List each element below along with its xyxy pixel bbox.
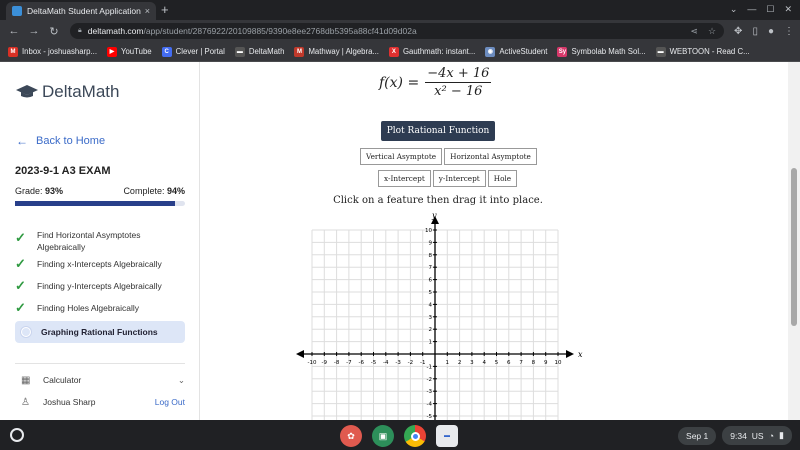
y-tick-label: -1: [426, 364, 432, 371]
y-tick-label: 3: [428, 314, 432, 321]
grade-value: 93%: [45, 186, 64, 196]
coordinate-graph[interactable]: [298, 210, 588, 420]
fraction: [425, 66, 491, 99]
window-controls: [730, 4, 792, 15]
bookmark-label: Inbox - joshuasharp...: [22, 47, 97, 56]
new-tab-button[interactable]: +: [161, 2, 169, 17]
progress-fill: [15, 201, 175, 206]
bookmark-label: Gauthmath: instant...: [402, 47, 476, 56]
denominator: x² − 16: [434, 84, 483, 99]
calculator-label: Calculator: [43, 375, 82, 385]
calculator-toggle[interactable]: [15, 369, 185, 391]
exam-title: 2023-9-1 A3 EXAM: [15, 165, 111, 177]
scrollbar-thumb[interactable]: [791, 168, 797, 326]
grade-summary: [15, 186, 185, 196]
x-tick-label: 7: [519, 360, 523, 366]
y-tick-label: -3: [426, 389, 432, 396]
star-icon[interactable]: ☆: [707, 25, 717, 36]
symbolab-icon: Sy: [558, 48, 567, 55]
x-tick-label: 4: [482, 360, 486, 366]
menu-icon[interactable]: ⋮: [784, 25, 794, 37]
bookmark-item[interactable]: [485, 47, 547, 57]
check-icon: ✓: [15, 278, 26, 293]
task-item[interactable]: [15, 321, 185, 343]
browser-tab-bar: [0, 0, 800, 20]
feature-chip[interactable]: y-Intercept: [433, 170, 486, 187]
url-path: /app/student/2876922/20109885/9390e8ee2768db5395a88cf41d09d02a: [143, 26, 417, 36]
bookmark-item[interactable]: [294, 47, 379, 57]
y-tick-label: 10: [425, 228, 432, 234]
feature-chip[interactable]: Horizontal Asymptote: [444, 148, 537, 165]
x-axis-arrow-right: [566, 350, 574, 358]
y-tick-label: 6: [428, 277, 432, 284]
logout-link[interactable]: Log Out: [154, 397, 185, 407]
back-label: Back to Home: [36, 135, 106, 147]
check-icon: ✓: [15, 256, 26, 271]
webtoon-icon: ▬: [657, 48, 664, 55]
feature-chips-row-1: [360, 148, 539, 165]
minimize-icon[interactable]: —: [747, 4, 757, 14]
y-axis-label: y: [432, 211, 437, 220]
function-lhs: f(x) =: [379, 74, 420, 91]
gauthmath-icon: X: [389, 47, 399, 57]
browser-toolbar: [0, 20, 800, 42]
y-tick-label: 5: [428, 290, 432, 296]
x-tick-label: 3: [470, 360, 474, 366]
y-tick-label: -5: [426, 414, 432, 420]
x-tick-label: -4: [383, 360, 389, 366]
x-tick-label: -2: [407, 360, 414, 366]
grade-label: Grade:: [15, 186, 43, 196]
chevron-down-icon[interactable]: ⌄: [729, 4, 738, 14]
bookmark-item[interactable]: [107, 47, 152, 57]
numerator: −4x + 16: [427, 66, 490, 81]
x-tick-label: -7: [346, 360, 352, 366]
lock-icon[interactable]: 🔒︎: [78, 27, 82, 34]
y-tick-label: -2: [426, 376, 432, 383]
check-icon: ✓: [15, 230, 26, 245]
x-tick-label: 5: [494, 360, 499, 366]
bookmark-item[interactable]: [8, 47, 97, 57]
task-label: Finding y-Intercepts Algebraically: [37, 281, 162, 291]
feature-chips-row-2: [378, 170, 519, 187]
screencastify-icon[interactable]: ✿: [340, 425, 362, 447]
in-progress-circle-icon: [21, 327, 31, 337]
deltamath-app-icon[interactable]: ▬: [436, 425, 458, 447]
x-tick-label: 8: [531, 360, 536, 366]
page: [0, 62, 800, 420]
tab-title: DeltaMath Student Application: [27, 6, 141, 16]
side-panel-icon[interactable]: ▯: [752, 25, 758, 37]
task-list: [15, 229, 185, 343]
x-axis-arrow-left: [296, 350, 304, 358]
pinned-apps: [340, 425, 458, 447]
complete-label: Complete:: [123, 186, 165, 196]
x-tick-label: 9: [543, 360, 548, 366]
sidebar-bottom: [15, 363, 185, 413]
completion-progress-bar: [15, 201, 185, 206]
sidebar: [0, 62, 200, 420]
chrome-icon[interactable]: [404, 425, 426, 447]
x-tick-label: -5: [370, 360, 377, 366]
profile-icon[interactable]: ●: [767, 25, 774, 37]
y-tick-label: 9: [428, 240, 432, 247]
complete-value: 94%: [166, 186, 185, 196]
youtube-icon: ▶: [107, 47, 117, 57]
plot-rational-function-button[interactable]: Plot Rational Function: [381, 121, 495, 141]
bookmark-item[interactable]: [235, 47, 285, 57]
browser-tab[interactable]: [6, 2, 156, 20]
deltamath-icon: ▬: [236, 48, 243, 55]
x-tick-label: 2: [457, 360, 462, 366]
status-area[interactable]: [722, 426, 792, 445]
user-row: [15, 391, 185, 413]
x-tick-label: 6: [507, 360, 511, 366]
gmail-icon: M: [8, 47, 18, 57]
x-tick-label: -8: [333, 360, 340, 366]
task-item[interactable]: [15, 275, 185, 297]
wifi-icon: ◔: [768, 430, 775, 441]
deltamath-favicon-icon: [12, 6, 22, 16]
bookmarks-bar: [0, 42, 800, 62]
os-shelf: [0, 420, 800, 450]
y-tick-label: 8: [428, 252, 432, 259]
extensions-icon[interactable]: ✥: [734, 25, 743, 37]
calculator-icon: ▦: [21, 374, 31, 386]
bookmark-item[interactable]: [389, 47, 475, 57]
x-tick-label: -6: [358, 360, 364, 366]
bookmark-label: YouTube: [120, 47, 152, 56]
function-formula: [379, 66, 491, 99]
bookmark-item[interactable]: [557, 47, 645, 57]
reload-icon[interactable]: ↻: [49, 25, 59, 38]
task-label: Finding x-Intercepts Algebraically: [37, 259, 162, 269]
task-item[interactable]: [15, 253, 185, 275]
x-tick-label: -1: [419, 360, 426, 366]
launcher-icon[interactable]: [10, 428, 24, 442]
task-label: Find Horizontal Asymptotes Algebraically: [37, 230, 141, 252]
close-tab-icon[interactable]: ×: [144, 6, 150, 16]
feature-chip[interactable]: Vertical Asymptote: [360, 148, 442, 165]
url-host: deltamath.com: [87, 26, 144, 36]
bookmark-label: Mathway | Algebra...: [308, 47, 379, 56]
battery-icon: ▮: [779, 430, 784, 440]
y-tick-label: -4: [426, 401, 432, 408]
x-tick-label: -3: [395, 360, 401, 366]
arrow-left-icon: ←: [16, 134, 28, 148]
back-to-home-link[interactable]: [16, 134, 105, 148]
deltamath-logo[interactable]: [16, 82, 119, 102]
instruction-text: Click on a feature then drag it into place.: [333, 195, 543, 206]
user-icon: ♙: [21, 396, 30, 408]
mathway-icon: M: [294, 47, 304, 57]
task-item[interactable]: [15, 229, 185, 253]
classroom-icon[interactable]: ▣: [372, 425, 394, 447]
bookmark-label: Symbolab Math Sol...: [571, 47, 646, 56]
logo-text: DeltaMath: [42, 82, 120, 101]
activestudent-icon: ◉: [485, 47, 495, 57]
back-arrow-icon[interactable]: ←: [8, 25, 20, 37]
page-scrollbar[interactable]: [788, 62, 800, 420]
x-tick-label: -10: [307, 360, 317, 366]
system-tray: [678, 426, 792, 445]
user-name: Joshua Sharp: [43, 397, 96, 407]
y-tick-label: 7: [428, 265, 432, 272]
feature-chip[interactable]: x-Intercept: [378, 170, 431, 187]
bookmark-label: Clever | Portal: [175, 47, 225, 56]
task-label: Graphing Rational Functions: [41, 327, 158, 337]
task-item[interactable]: [15, 297, 185, 319]
x-tick-label: 1: [445, 360, 450, 366]
maximize-icon[interactable]: ☐: [766, 4, 775, 14]
graduation-cap-icon: [16, 85, 38, 99]
forward-arrow-icon[interactable]: →: [28, 25, 40, 37]
date-pill[interactable]: Sep 1: [678, 427, 716, 445]
close-window-icon[interactable]: ✕: [784, 4, 792, 14]
address-bar[interactable]: [70, 23, 724, 39]
x-tick-label: -9: [321, 360, 328, 366]
bookmark-label: ActiveStudent: [499, 47, 548, 56]
feature-chip[interactable]: Hole: [488, 170, 517, 187]
clever-icon: C: [162, 47, 172, 57]
problem-area: [201, 62, 788, 420]
bookmark-label: WEBTOON - Read C...: [669, 47, 750, 56]
y-tick-label: 1: [428, 339, 432, 346]
y-tick-label: 2: [428, 327, 432, 334]
task-label: Finding Holes Algebraically: [37, 303, 140, 313]
share-icon[interactable]: ⋖: [690, 25, 698, 36]
x-axis-label: x: [578, 350, 583, 359]
bookmark-item[interactable]: [656, 47, 750, 57]
bookmark-item[interactable]: [162, 47, 225, 57]
chevron-down-icon: ⌄: [177, 374, 185, 385]
locale: US: [751, 430, 764, 441]
clock: 9:34: [730, 430, 747, 441]
x-tick-label: 10: [554, 360, 562, 366]
bookmark-label: DeltaMath: [248, 47, 285, 56]
check-icon: ✓: [15, 300, 26, 315]
y-tick-label: 4: [428, 302, 432, 309]
